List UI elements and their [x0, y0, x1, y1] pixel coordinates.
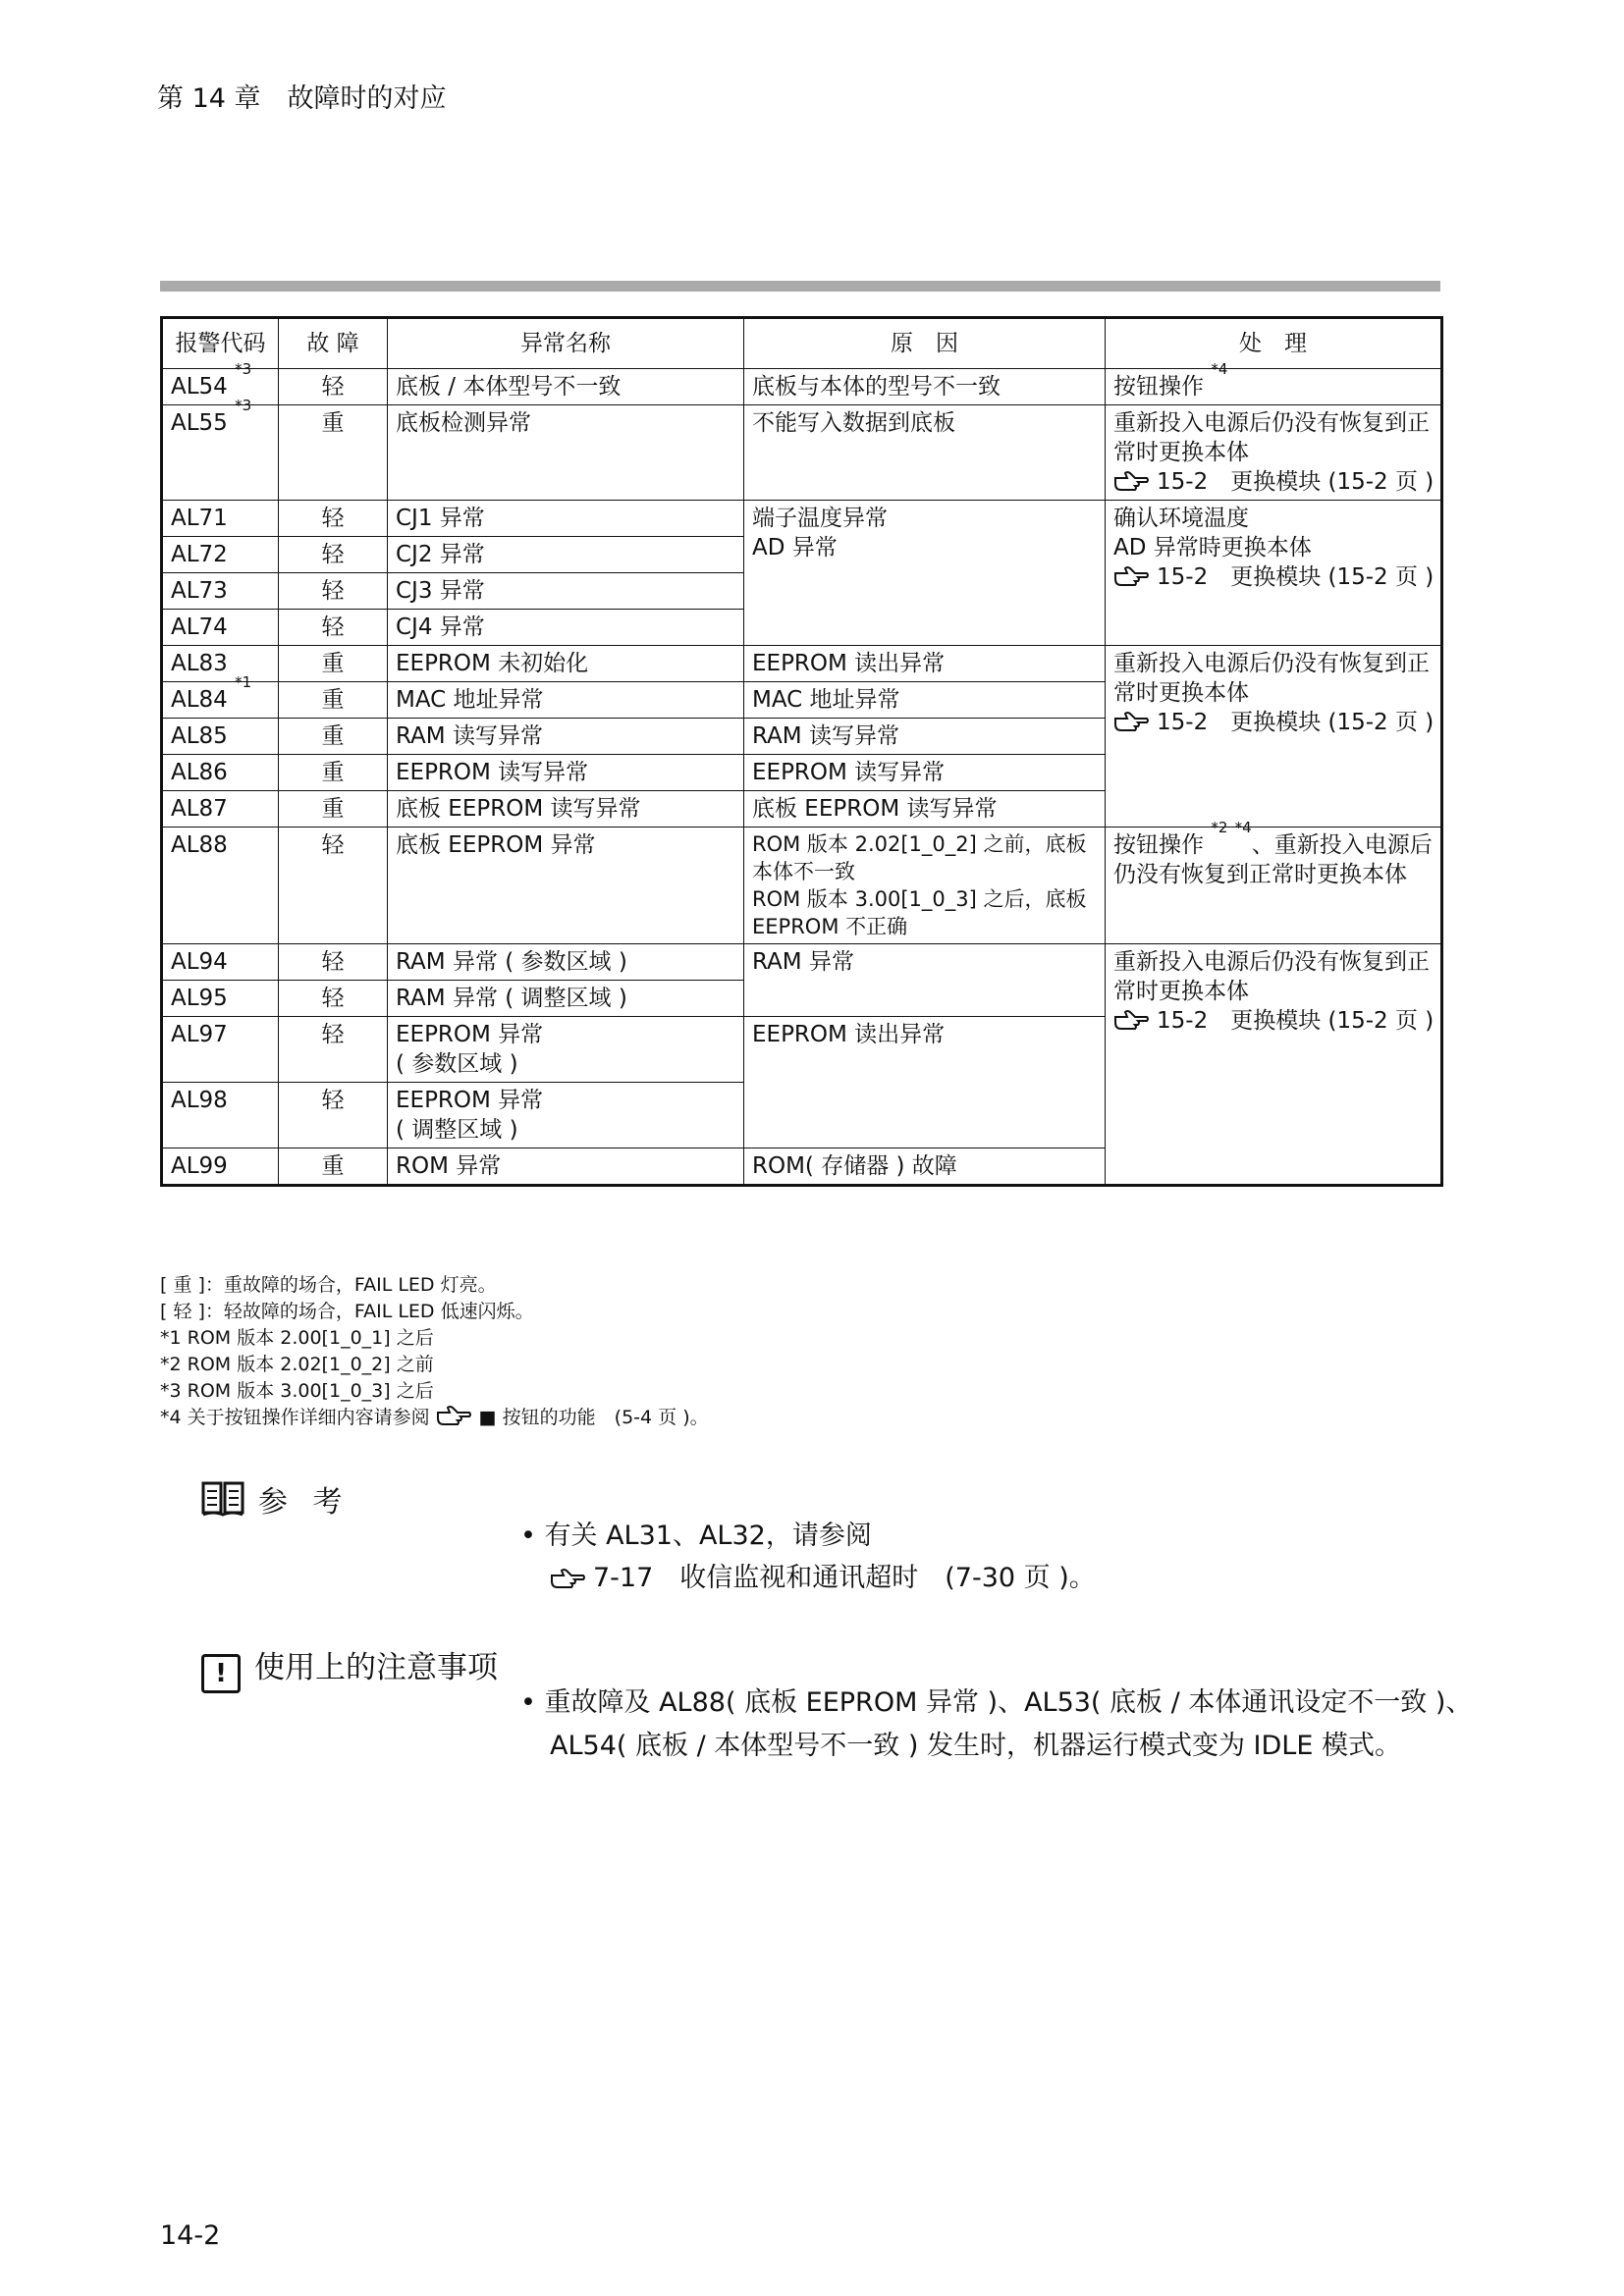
footnote-mark: *1 — [235, 673, 252, 691]
book-icon — [201, 1480, 244, 1518]
error-name: RAM 异常 ( 参数区域 ) — [388, 944, 744, 981]
cause: EEPROM 读写异常 — [744, 755, 1106, 791]
pointing-hand-icon — [550, 1566, 587, 1587]
page-reference[interactable]: 15-2 更换模块 (15-2 页 ) — [1113, 708, 1433, 737]
alarm-code: AL95 — [162, 981, 279, 1017]
severity: 轻 — [279, 573, 388, 610]
error-name: EEPROM 异常 ( 调整区域 ) — [388, 1083, 744, 1148]
pointing-hand-icon — [1113, 711, 1151, 732]
error-name: EEPROM 读写异常 — [388, 755, 744, 791]
chapter-header: 第 14 章 故障时的对应 — [157, 83, 447, 114]
footnote-mark: *4 — [1211, 360, 1228, 378]
footnote-3: *3 ROM 版本 3.00[1_0_3] 之后 — [160, 1380, 434, 1402]
error-name: EEPROM 异常 ( 参数区域 ) — [388, 1017, 744, 1083]
severity: 轻 — [279, 501, 388, 537]
severity: 重 — [279, 682, 388, 719]
severity: 重 — [279, 646, 388, 682]
cause: 底板与本体的型号不一致 — [744, 369, 1106, 405]
alarm-code: AL86 — [162, 755, 279, 791]
severity: 轻 — [279, 981, 388, 1017]
cause: MAC 地址异常 — [744, 682, 1106, 719]
cause: EEPROM 读出异常 — [744, 1017, 1106, 1148]
header-action: 处 理 — [1106, 318, 1442, 369]
footnote-mark: *4 — [1234, 819, 1252, 836]
action: 确认环境温度 AD 异常時更换本体 15-2 更换模块 (15-2 页 ) — [1106, 501, 1442, 646]
alarm-code: AL71 — [162, 501, 279, 537]
error-name: MAC 地址异常 — [388, 682, 744, 719]
header-severity: 故 障 — [279, 318, 388, 369]
alarm-code: AL94 — [162, 944, 279, 981]
header-code: 报警代码 — [162, 318, 279, 369]
severity: 轻 — [279, 1083, 388, 1148]
severity: 重 — [279, 1148, 388, 1186]
alarm-code: AL99 — [162, 1148, 279, 1186]
cause: EEPROM 读出异常 — [744, 646, 1106, 682]
severity: 重 — [279, 719, 388, 755]
alarm-code: AL83 — [162, 646, 279, 682]
action: 按钮操作 $^{*4}$ — [1106, 369, 1442, 405]
section-rule — [160, 281, 1440, 292]
table-header-row — [162, 318, 1442, 369]
cause: 底板 EEPROM 读写异常 — [744, 791, 1106, 828]
pointing-hand-icon — [436, 1405, 473, 1426]
pointing-hand-icon — [1113, 470, 1151, 492]
note-light: [ 轻 ]：轻故障的场合，FAIL LED 低速闪烁。 — [160, 1301, 534, 1322]
alarm-code: AL98 — [162, 1083, 279, 1148]
reference-heading: 参 考 — [201, 1477, 351, 1521]
action: 重新投入电源后仍没有恢复到正常时更换本体 15-2 更换模块 (15-2 页 ) — [1106, 405, 1442, 501]
pointing-hand-icon — [1113, 565, 1151, 587]
caution-item: • 重故障及 AL88( 底板 EEPROM 异常 )、AL53( 底板 / 本体通讯设定不一致 )、 AL54( 底板 / 本体型号不一致 ) 发生时，机器运行模式变为 IDLE 模式。 — [520, 1687, 1473, 1761]
page-reference[interactable]: 15-2 更换模块 (15-2 页 ) — [1113, 467, 1433, 497]
header-cause: 原 因 — [744, 318, 1106, 369]
alarm-code: AL87 — [162, 791, 279, 828]
error-name: 底板 EEPROM 异常 — [388, 828, 744, 944]
footnote-mark: *2 — [1211, 819, 1228, 836]
alarm-code: AL73 — [162, 573, 279, 610]
severity: 轻 — [279, 610, 388, 646]
table-row — [162, 944, 1442, 981]
severity: 重 — [279, 755, 388, 791]
error-name: 底板检测异常 — [388, 405, 744, 501]
footnote-mark: *3 — [235, 397, 252, 414]
cause: ROM( 存储器 ) 故障 — [744, 1148, 1106, 1186]
severity: 轻 — [279, 537, 388, 573]
cause: 端子温度异常 AD 异常 — [744, 501, 1106, 646]
error-name: RAM 异常 ( 调整区域 ) — [388, 981, 744, 1017]
footnote-4: *4 关于按钮操作详细内容请参阅 ■ 按钮的功能 (5-4 页 )。 — [160, 1407, 709, 1428]
error-name: ROM 异常 — [388, 1148, 744, 1186]
table-notes — [160, 1272, 709, 1431]
cause: ROM 版本 2.02[1_0_2] 之前，底板本体不一致 ROM 版本 3.00[1_0_3] 之后，底板 EEPROM 不正确 — [744, 828, 1106, 944]
alarm-table — [160, 316, 1443, 1187]
alarm-code: AL72 — [162, 537, 279, 573]
note-heavy: [ 重 ]：重故障的场合，FAIL LED 灯亮。 — [160, 1274, 497, 1296]
cause: RAM 读写异常 — [744, 719, 1106, 755]
footnote-1: *1 ROM 版本 2.00[1_0_1] 之后 — [160, 1327, 434, 1349]
severity: 轻 — [279, 828, 388, 944]
error-name: 底板 / 本体型号不一致 — [388, 369, 744, 405]
alarm-code: AL88 — [162, 828, 279, 944]
table-row — [162, 405, 1442, 501]
error-name: CJ2 异常 — [388, 537, 744, 573]
error-name: RAM 读写异常 — [388, 719, 744, 755]
pointing-hand-icon — [1113, 1009, 1151, 1031]
severity: 轻 — [279, 369, 388, 405]
table-row — [162, 501, 1442, 537]
table-row — [162, 828, 1442, 944]
button-function-link[interactable]: ■ 按钮的功能 (5-4 页 )。 — [478, 1407, 709, 1428]
exclamation-icon: ! — [201, 1654, 241, 1693]
alarm-code: AL55 $^{*3}$ — [162, 405, 279, 501]
severity: 轻 — [279, 1017, 388, 1083]
error-name: EEPROM 未初始化 — [388, 646, 744, 682]
error-name: CJ4 异常 — [388, 610, 744, 646]
action: 重新投入电源后仍没有恢复到正常时更换本体 15-2 更换模块 (15-2 页 ) — [1106, 646, 1442, 828]
cause: 不能写入数据到底板 — [744, 405, 1106, 501]
action: 重新投入电源后仍没有恢复到正常时更换本体 15-2 更换模块 (15-2 页 ) — [1106, 944, 1442, 1186]
alarm-code: AL97 — [162, 1017, 279, 1083]
cause: RAM 异常 — [744, 944, 1106, 1017]
footnote-mark: *3 — [235, 360, 252, 378]
alarm-code: AL85 — [162, 719, 279, 755]
severity: 轻 — [279, 944, 388, 981]
table-row — [162, 369, 1442, 405]
table-row — [162, 646, 1442, 682]
alarm-code: AL74 — [162, 610, 279, 646]
header-name: 异常名称 — [388, 318, 744, 369]
alarm-code: AL54 $^{*3}$ — [162, 369, 279, 405]
reference-item: • 有关 AL31、AL32，请参阅 — [520, 1521, 872, 1551]
page-number: 14-2 — [160, 2220, 221, 2251]
footnote-2: *2 ROM 版本 2.02[1_0_2] 之前 — [160, 1354, 434, 1375]
caution-heading: ! 使用上的注意事项 — [201, 1642, 498, 1693]
alarm-code: AL84 $^{*1}$ — [162, 682, 279, 719]
error-name: CJ3 异常 — [388, 573, 744, 610]
error-name: 底板 EEPROM 读写异常 — [388, 791, 744, 828]
severity: 重 — [279, 791, 388, 828]
error-name: CJ1 异常 — [388, 501, 744, 537]
severity: 重 — [279, 405, 388, 501]
page-reference[interactable]: 15-2 更换模块 (15-2 页 ) — [1113, 1006, 1433, 1036]
action: 按钮操作 $^{*2}$ $^{*4}$、重新投入电源后仍没有恢复到正常时更换本体 — [1106, 828, 1442, 944]
reference-link[interactable]: 7-17 收信监视和通讯超时 (7-30 页 )。 — [550, 1556, 1096, 1594]
page-reference[interactable]: 15-2 更换模块 (15-2 页 ) — [1113, 562, 1433, 592]
